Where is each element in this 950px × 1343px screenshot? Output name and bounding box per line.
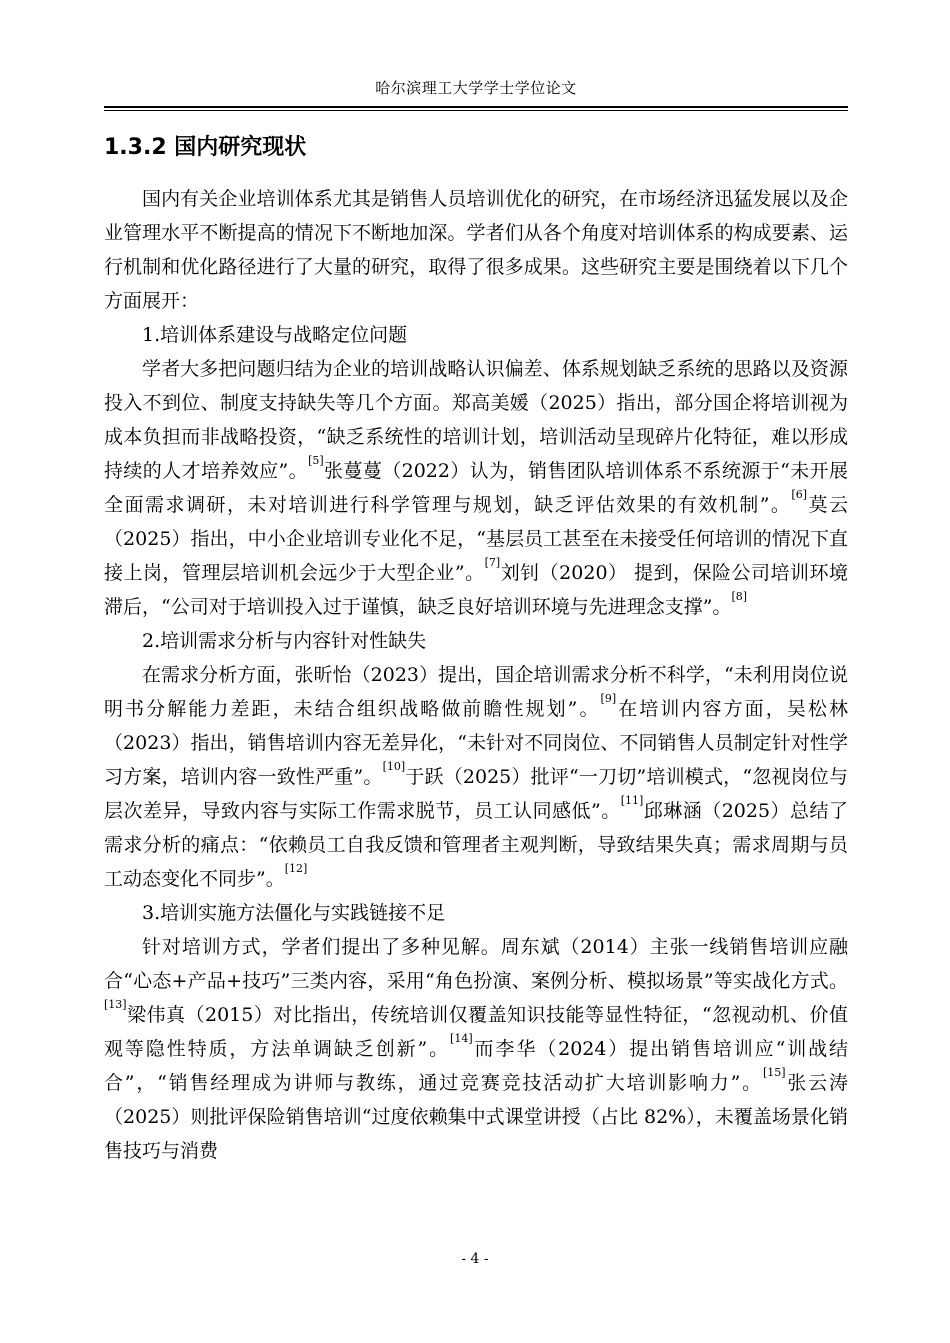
text-run: 刘钊（2020） 提到，保险公司培训环境滞后，“公司对于培训投入过于谨慎，缺乏良好培训环境与先进理念支撑”。	[104, 562, 848, 618]
subheading-2: 2.培训需求分析与内容针对性缺失	[142, 630, 427, 652]
subheading-3: 3.培训实施方法僵化与实践链接不足	[142, 902, 446, 924]
subheading-1: 1.培训体系建设与战略定位问题	[142, 324, 408, 346]
citation-ref: [12]	[284, 862, 308, 875]
citation-ref: [8]	[731, 590, 748, 603]
text-run: 学者大多把问题归结为企业的培训战略认识偏差、体系规划缺乏系统的思路以及资源投入不到位、制度支持缺失等几个方面。郑高美媛（2025）指出，部分国企将培训视为成本负担而非战略投资，“缺乏系统性的培训计划，培训活动呈现碎片化特征，难以形成持续的人才培养效应”。	[104, 358, 848, 482]
running-header: 哈尔滨理工大学学士学位论文	[375, 79, 577, 97]
intro-paragraph: 国内有关企业培训体系尤其是销售人员培训优化的研究，在市场经济迅猛发展以及企业管理水平不断提高的情况下不断地加深。学者们从各个角度对培训体系的构成要素、运行机制和优化路径进行了大量的研究，取得了很多成果。这些研究主要是围绕着以下几个方面展开：	[104, 188, 848, 312]
citation-ref: [10]	[382, 760, 406, 773]
citation-ref: [9]	[600, 692, 617, 705]
text-run: 莫云（2025）指出，中小企业培训专业化不足，“基层员工甚至在未接受任何培训的情况下直接上岗，管理层培训机会远少于大型企业”。	[104, 494, 848, 584]
text-run: 邱琳涵（2025）总结了需求分析的痛点：“依赖员工自我反馈和管理者主观判断，导致结果失真；需求周期与员工动态变化不同步”。	[104, 800, 848, 890]
citation-ref: [6]	[791, 488, 807, 501]
paragraph-3	[104, 930, 848, 1168]
text-run: 张蔓蔓（2022）认为，销售团队培训体系不系统源于“未开展全面需求调研，未对培训进行科学管理与规划，缺乏评估效果的有效机制”。	[104, 460, 848, 516]
text-run: 而李华（2024）提出销售培训应“训战结合”，“销售经理成为讲师与教练，通过竞赛竞技活动扩大培训影响力”。	[104, 1038, 848, 1094]
citation-ref: [13]	[104, 998, 127, 1011]
citation-ref: [11]	[620, 794, 644, 807]
citation-ref: [5]	[308, 454, 324, 467]
section-heading: 1.3.2 国内研究现状	[104, 135, 307, 160]
body-text	[104, 182, 848, 1168]
text-run: 在需求分析方面，张昕怡（2023）提出，国企培训需求分析不科学，“未利用岗位说明书分解能力差距，未结合组织战略做前瞻性规划”。	[104, 664, 848, 720]
text-run: 在培训内容方面，吴松林（2023）指出，销售培训内容无差异化，“未针对不同岗位、不同销售人员制定针对性学习方案，培训内容一致性严重”。	[104, 698, 848, 788]
citation-ref: [7]	[484, 556, 501, 569]
paragraph-2	[104, 658, 848, 896]
header-rule-thin	[104, 110, 848, 111]
header-rule	[104, 106, 848, 108]
citation-ref: [14]	[450, 1032, 473, 1045]
page-number: - 4 -	[461, 1251, 489, 1267]
citation-ref: [15]	[762, 1066, 786, 1079]
text-run: 梁伟真（2015）对比指出，传统培训仅覆盖知识技能等显性特征，“忽视动机、价值观等隐性特质，方法单调缺乏创新”。	[104, 1004, 848, 1060]
text-run: 针对培训方式，学者们提出了多种见解。周东斌（2014）主张一线销售培训应融合“心态+产品+技巧”三类内容，采用“角色扮演、案例分析、模拟场景”等实战化方式。	[104, 936, 848, 992]
paragraph-1	[104, 352, 848, 624]
text-run: 于跃（2025）批评“一刀切”培训模式，“忽视岗位与层次差异，导致内容与实际工作需求脱节，员工认同感低”。	[104, 766, 849, 822]
text-run: 张云涛（2025）则批评保险销售培训“过度依赖集中式课堂讲授（占比 82%），未覆盖场景化销售技巧与消费	[104, 1072, 848, 1162]
